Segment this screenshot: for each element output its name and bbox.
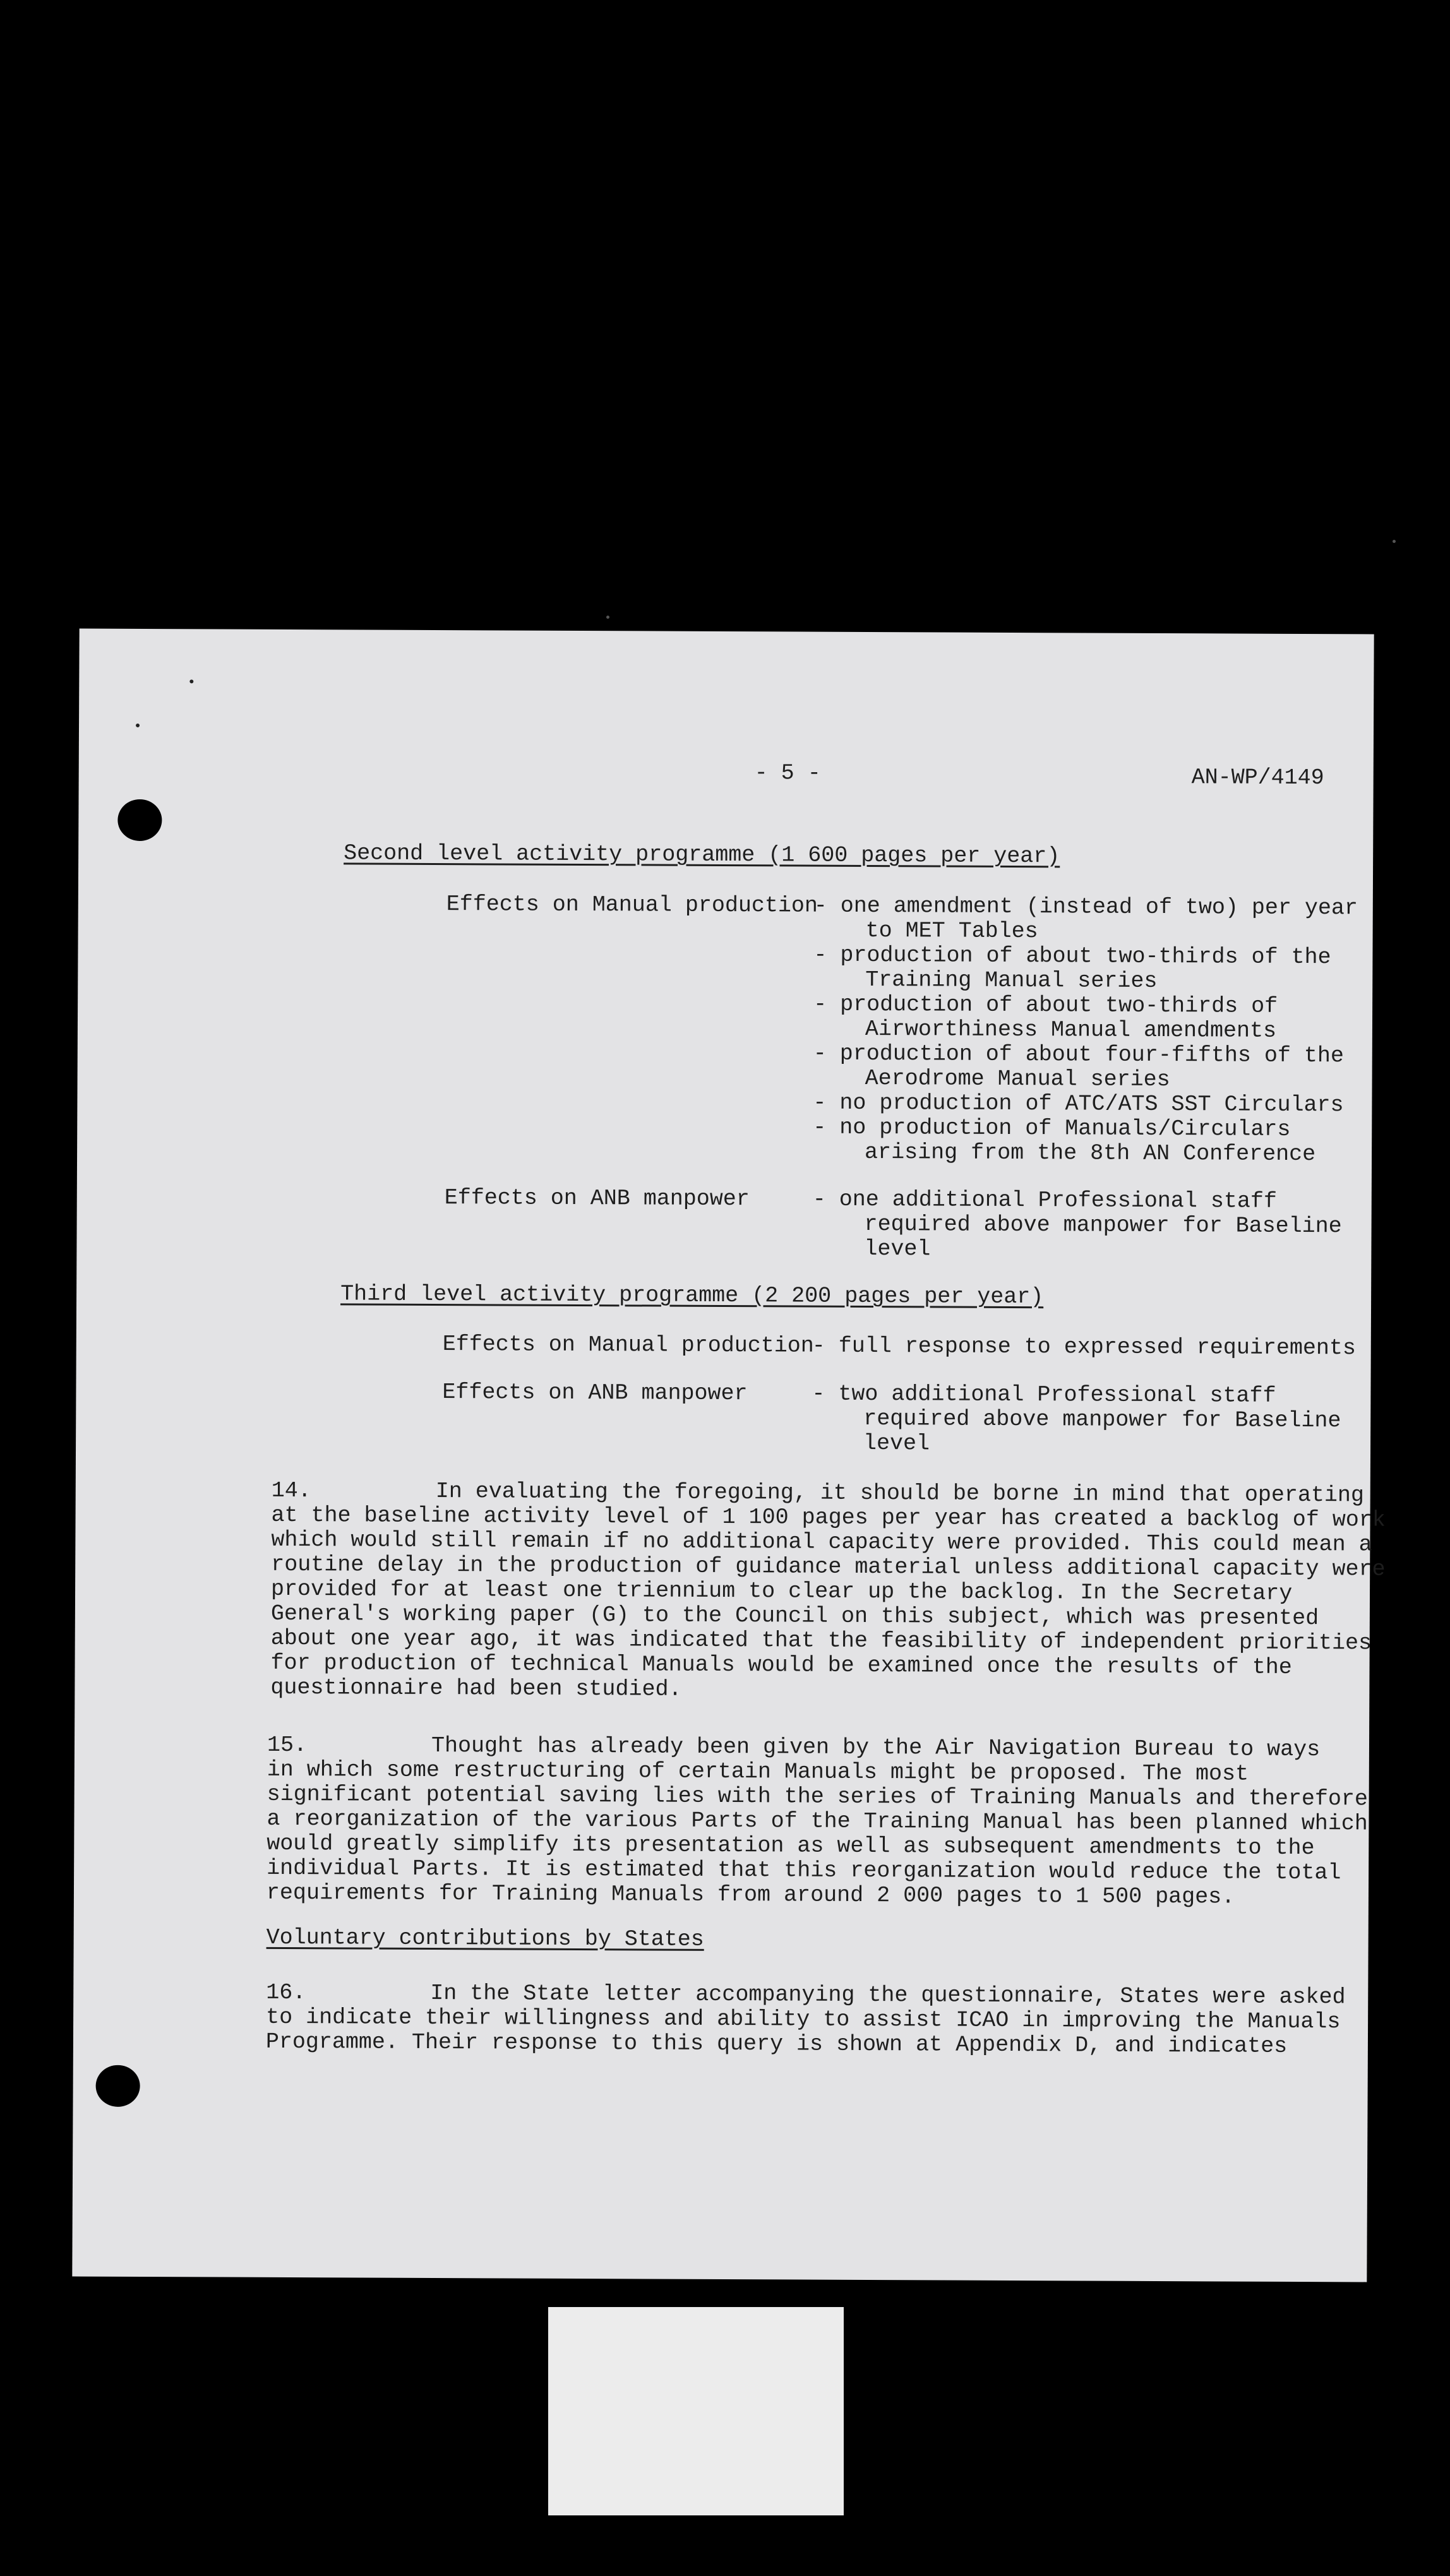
punch-hole (95, 2065, 140, 2107)
third-level-heading: Third level activity programme (2 200 pages per year) (340, 1281, 1044, 1310)
document-text (80, 629, 1386, 2059)
list-item: - full response to expressed requirements (812, 1334, 1356, 1361)
paragraph-16: 16. In the State letter accompanying the questionnaire, States were asked to indicate their willingness and ability to assist ICAO in improving the Manuals Programme. Their response to this query is shown at Appendix D, and indicates (265, 1979, 1346, 2059)
paragraph-number: 15. (267, 1732, 308, 1758)
list-item: - one amendment (instead of two) per year to MET Tables (814, 894, 1358, 946)
paragraph-number: 16. (266, 1979, 306, 2006)
second-level-heading: Second level activity programme (1 600 pages per year) (344, 840, 1060, 869)
anb-manpower-effects (812, 1382, 1341, 1458)
voluntary-contributions-heading: Voluntary contributions by States (266, 1924, 704, 1952)
document-reference: AN-WP/4149 (1191, 765, 1324, 791)
list-item: - two additional Professional staff required above manpower for Baseline level (812, 1382, 1341, 1458)
document-page (72, 629, 1386, 2282)
anb-manpower-label: Effects on ANB manpower (444, 1185, 750, 1212)
list-item: - no production of ATC/ATS SST Circulars (813, 1091, 1357, 1118)
paragraph-15: 15. Thought has already been given by the Air Navigation Bureau to ways in which some restructuring of certain Manuals might be proposed. The most significant potential saving lies with the series of Training Manuals and therefore a reorganization of the various Parts of the Training Manual has been planned which would greatly simplify its presentation as well as subsequent amendments to the individual Parts. It is estimated that this reorganization would reduce the total requirements for Training Manuals from around 2 000 pages to 1 500 pages. (266, 1732, 1369, 1910)
list-item: - production of about four-fifths of the Aerodrome Manual series (813, 1042, 1357, 1094)
speck (136, 724, 140, 727)
list-item: - production of about two-thirds of the Training Manual series (813, 943, 1357, 995)
anb-manpower-label: Effects on ANB manpower (442, 1380, 748, 1407)
list-item: - one additional Professional staff required above manpower for Baseline level (812, 1188, 1342, 1264)
punch-hole (117, 799, 162, 841)
speck (1393, 540, 1396, 543)
list-item: - production of about two-thirds of Airworthiness Manual amendments (813, 993, 1357, 1044)
manual-production-label: Effects on Manual production (446, 891, 818, 919)
speck (189, 679, 193, 683)
manual-production-effects (812, 1334, 1356, 1361)
manual-production-effects (813, 894, 1358, 1167)
paragraph-number: 14. (271, 1477, 311, 1504)
paragraph-14: 14. In evaluating the foregoing, it should be borne in mind that operating at the baseline activity level of 1 100 pages per year has created a backlog of work which would still remain if no additional capacity were provided. This could mean a routine delay in the production of guidance material unless additional capacity were provided for at least one triennium to clear up the backlog. In the Secretary General's working paper (G) to the Council on this subject, which was presented about one year ago, it was indicated that the feasibility of independent priorities for production of technical Manuals would be examined once the results of the questionnaire had been studied. (270, 1477, 1386, 1702)
speck (606, 616, 609, 619)
list-item: - no production of Manuals/Circulars arising from the 8th AN Conference (813, 1116, 1357, 1167)
manual-production-label: Effects on Manual production (442, 1332, 814, 1359)
anb-manpower-effects (812, 1188, 1342, 1264)
page-number: - 5 - (754, 760, 821, 786)
paper-slip (548, 2307, 844, 2515)
